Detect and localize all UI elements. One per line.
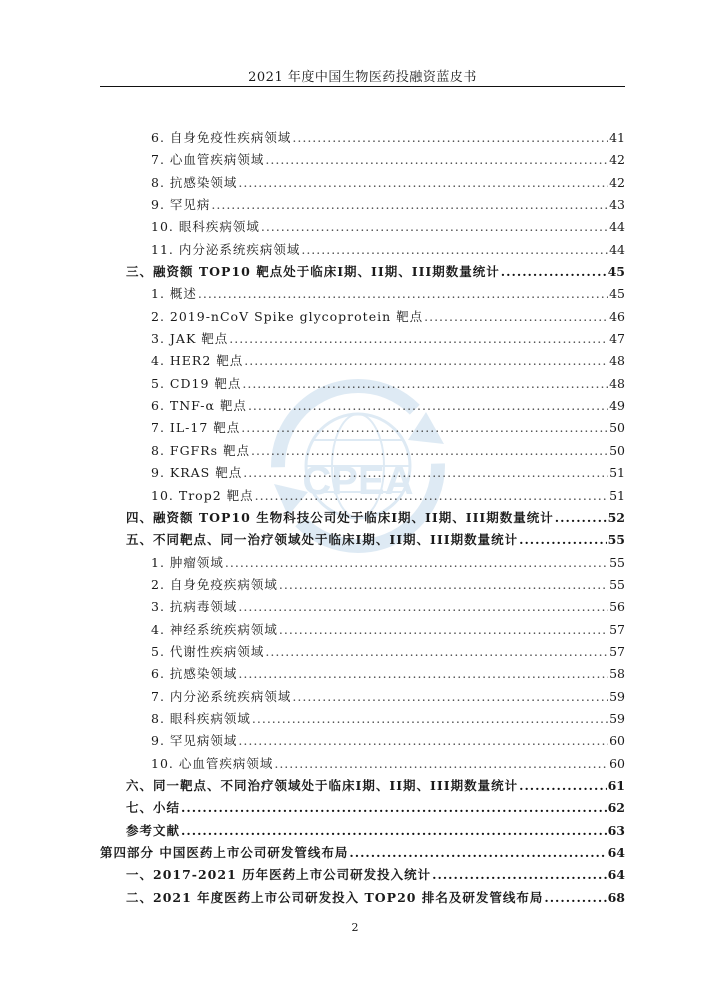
toc-entry[interactable] xyxy=(100,306,625,328)
dot-leader xyxy=(255,485,608,507)
toc-entry-page: 60 xyxy=(609,733,625,749)
toc-entry[interactable] xyxy=(100,283,625,305)
toc-entry-page: 42 xyxy=(609,174,625,190)
toc-entry-title: 1. 肿瘤领域 xyxy=(151,554,224,570)
dot-leader xyxy=(225,552,608,574)
toc-entry-title: 10. Trop2 靶点 xyxy=(151,487,254,503)
toc-entry[interactable] xyxy=(100,350,625,372)
dot-leader xyxy=(198,283,608,305)
running-header: 2021 年度中国生物医药投融资蓝皮书 xyxy=(248,70,477,85)
toc-entry[interactable] xyxy=(100,641,625,663)
dot-leader xyxy=(243,462,608,484)
dot-leader xyxy=(292,127,608,149)
toc-entry-title: 4. 神经系统疾病领域 xyxy=(151,621,278,637)
toc-entry-page: 62 xyxy=(607,800,625,816)
toc-entry[interactable] xyxy=(100,373,625,395)
toc-entry-title: 8. FGFRs 靶点 xyxy=(151,442,251,458)
toc-entry-page: 50 xyxy=(609,420,625,436)
toc-entry-page: 63 xyxy=(607,822,625,838)
toc-entry-page: 52 xyxy=(607,509,625,525)
toc-entry-title: 10. 眼科疾病领域 xyxy=(151,219,260,235)
toc-entry-title: 9. 罕见病领域 xyxy=(151,733,238,749)
toc-entry[interactable] xyxy=(100,864,625,886)
toc-entry[interactable] xyxy=(100,663,625,685)
toc-entry-page: 50 xyxy=(609,442,625,458)
toc-entry-page: 43 xyxy=(609,197,625,213)
toc-entry-page: 55 xyxy=(607,532,625,548)
toc-entry-title: 7. IL-17 靶点 xyxy=(151,420,241,436)
dot-leader xyxy=(238,172,608,194)
dot-leader xyxy=(238,730,608,752)
toc-entry[interactable] xyxy=(100,239,625,261)
dot-leader xyxy=(274,753,608,775)
toc-entry-page: 47 xyxy=(609,331,625,347)
dot-leader xyxy=(501,261,607,283)
toc-entry-page: 57 xyxy=(609,621,625,637)
dot-leader xyxy=(519,529,607,551)
toc-entry-title: 6. 抗感染领域 xyxy=(151,666,238,682)
toc-entry-page: 59 xyxy=(609,710,625,726)
toc-entry[interactable] xyxy=(100,216,625,238)
dot-leader xyxy=(519,775,607,797)
toc-entry-page: 61 xyxy=(607,777,625,793)
toc-entry-title: 5. 代谢性疾病领域 xyxy=(151,643,265,659)
dot-leader xyxy=(265,149,608,171)
dot-leader xyxy=(248,395,608,417)
toc-entry-page: 58 xyxy=(609,666,625,682)
toc-entry-title: 3. JAK 靶点 xyxy=(151,331,229,347)
toc-entry[interactable] xyxy=(100,887,625,909)
dot-leader xyxy=(432,864,606,886)
dot-leader xyxy=(181,820,607,842)
toc-entry[interactable] xyxy=(100,417,625,439)
toc-entry[interactable] xyxy=(100,485,625,507)
dot-leader xyxy=(229,328,608,350)
toc-entry[interactable] xyxy=(100,842,625,864)
toc-entry[interactable] xyxy=(100,462,625,484)
toc-entry-page: 57 xyxy=(609,643,625,659)
toc-entry[interactable] xyxy=(100,149,625,171)
toc-entry-page: 64 xyxy=(607,867,625,883)
dot-leader xyxy=(424,306,608,328)
dot-leader xyxy=(555,507,607,529)
toc-entry-page: 48 xyxy=(609,375,625,391)
toc-entry-page: 41 xyxy=(609,130,625,145)
toc-entry[interactable] xyxy=(100,507,625,529)
toc-entry[interactable] xyxy=(100,775,625,797)
dot-leader xyxy=(238,663,608,685)
toc-entry-page: 68 xyxy=(607,889,625,905)
toc-entry-title: 一、2017-2021 历年医药上市公司研发投入统计 xyxy=(126,867,432,883)
toc-entry[interactable] xyxy=(100,753,625,775)
toc-entry-title: 四、融资额 TOP10 生物科技公司处于临床I期、II期、III期数量统计 xyxy=(126,509,554,525)
toc-entry[interactable] xyxy=(100,730,625,752)
toc-entry-page: 64 xyxy=(607,845,625,860)
toc-entry-page: 42 xyxy=(609,152,625,168)
toc-entry[interactable] xyxy=(100,797,625,819)
dot-leader xyxy=(241,417,608,439)
dot-leader xyxy=(544,887,606,909)
toc-entry-title: 三、融资额 TOP10 靶点处于临床I期、II期、III期数量统计 xyxy=(126,264,500,280)
dot-leader xyxy=(292,686,608,708)
toc-entry-title: 7. 内分泌系统疾病领域 xyxy=(151,688,292,704)
toc-entry[interactable] xyxy=(100,261,625,283)
toc-entry-page: 49 xyxy=(609,398,625,414)
toc-entry[interactable] xyxy=(100,596,625,618)
toc-entry[interactable] xyxy=(100,686,625,708)
dot-leader xyxy=(238,596,608,618)
dot-leader xyxy=(242,373,608,395)
toc-entry-title: 3. 抗病毒领域 xyxy=(151,599,238,615)
toc-entry-page: 51 xyxy=(609,465,625,481)
toc-entry-page: 59 xyxy=(609,688,625,704)
toc-entry-page: 45 xyxy=(609,286,625,302)
toc-entry[interactable] xyxy=(100,552,625,574)
watermark-text: CPEA xyxy=(302,459,414,503)
toc-entry-page: 44 xyxy=(609,241,625,257)
table-of-contents xyxy=(100,127,625,909)
toc-entry-title: 1. 概述 xyxy=(151,286,197,302)
toc-entry[interactable] xyxy=(100,574,625,596)
toc-entry-title: 七、小结 xyxy=(126,800,181,816)
toc-entry-page: 55 xyxy=(609,554,625,570)
toc-entry[interactable] xyxy=(100,194,625,216)
toc-entry[interactable] xyxy=(100,395,625,417)
toc-entry-title: 8. 抗感染领域 xyxy=(151,174,238,190)
toc-entry-page: 55 xyxy=(609,576,625,592)
toc-entry[interactable] xyxy=(100,708,625,730)
toc-entry-page: 44 xyxy=(609,219,625,235)
toc-entry[interactable] xyxy=(100,529,625,551)
toc-entry-title: 第四部分 中国医药上市公司研发管线布局 xyxy=(100,845,349,860)
toc-entry-page: 45 xyxy=(607,264,625,280)
dot-leader xyxy=(211,194,608,216)
toc-entry[interactable] xyxy=(100,328,625,350)
dot-leader xyxy=(261,216,608,238)
toc-entry[interactable] xyxy=(100,619,625,641)
toc-entry-title: 11. 内分泌系统疾病领域 xyxy=(151,241,301,257)
dot-leader xyxy=(301,239,608,261)
toc-entry-title: 六、同一靶点、不同治疗领域处于临床I期、II期、III期数量统计 xyxy=(126,777,519,793)
toc-entry-title: 10. 心血管疾病领域 xyxy=(151,755,274,771)
toc-entry-page: 60 xyxy=(609,755,625,771)
dot-leader xyxy=(349,842,606,864)
toc-entry-title: 9. 罕见病 xyxy=(151,197,211,213)
toc-entry-title: 五、不同靶点、同一治疗领域处于临床I期、II期、III期数量统计 xyxy=(126,532,519,548)
toc-entry-page: 51 xyxy=(609,487,625,503)
dot-leader xyxy=(252,708,608,730)
toc-entry[interactable] xyxy=(100,172,625,194)
toc-entry[interactable] xyxy=(100,440,625,462)
toc-entry-page: 48 xyxy=(609,353,625,369)
dot-leader xyxy=(265,641,608,663)
toc-entry-page: 46 xyxy=(609,308,625,324)
dot-leader xyxy=(279,574,608,596)
header-rule xyxy=(100,86,625,87)
toc-entry-title: 9. KRAS 靶点 xyxy=(151,465,243,481)
toc-entry-title: 二、2021 年度医药上市公司研发投入 TOP20 排名及研发管线布局 xyxy=(126,889,544,905)
toc-entry-title: 6. TNF-α 靶点 xyxy=(151,398,247,414)
dot-leader xyxy=(181,797,607,819)
toc-entry-title: 8. 眼科疾病领域 xyxy=(151,710,251,726)
toc-entry-title: 参考文献 xyxy=(126,822,181,838)
toc-entry-title: 5. CD19 靶点 xyxy=(151,375,242,391)
dot-leader xyxy=(244,350,608,372)
toc-entry-title: 4. HER2 靶点 xyxy=(151,353,244,369)
dot-leader xyxy=(279,619,608,641)
toc-entry[interactable] xyxy=(100,127,625,149)
toc-entry-title: 7. 心血管疾病领域 xyxy=(151,152,265,168)
toc-entry-title: 2. 2019-nCoV Spike glycoprotein 靶点 xyxy=(151,308,424,324)
page-number: 2 xyxy=(351,921,359,934)
dot-leader xyxy=(251,440,608,462)
toc-entry-page: 56 xyxy=(609,599,625,615)
toc-entry-title: 6. 自身免疫性疾病领域 xyxy=(151,130,292,145)
toc-entry[interactable] xyxy=(100,820,625,842)
toc-entry-title: 2. 自身免疫疾病领域 xyxy=(151,576,278,592)
